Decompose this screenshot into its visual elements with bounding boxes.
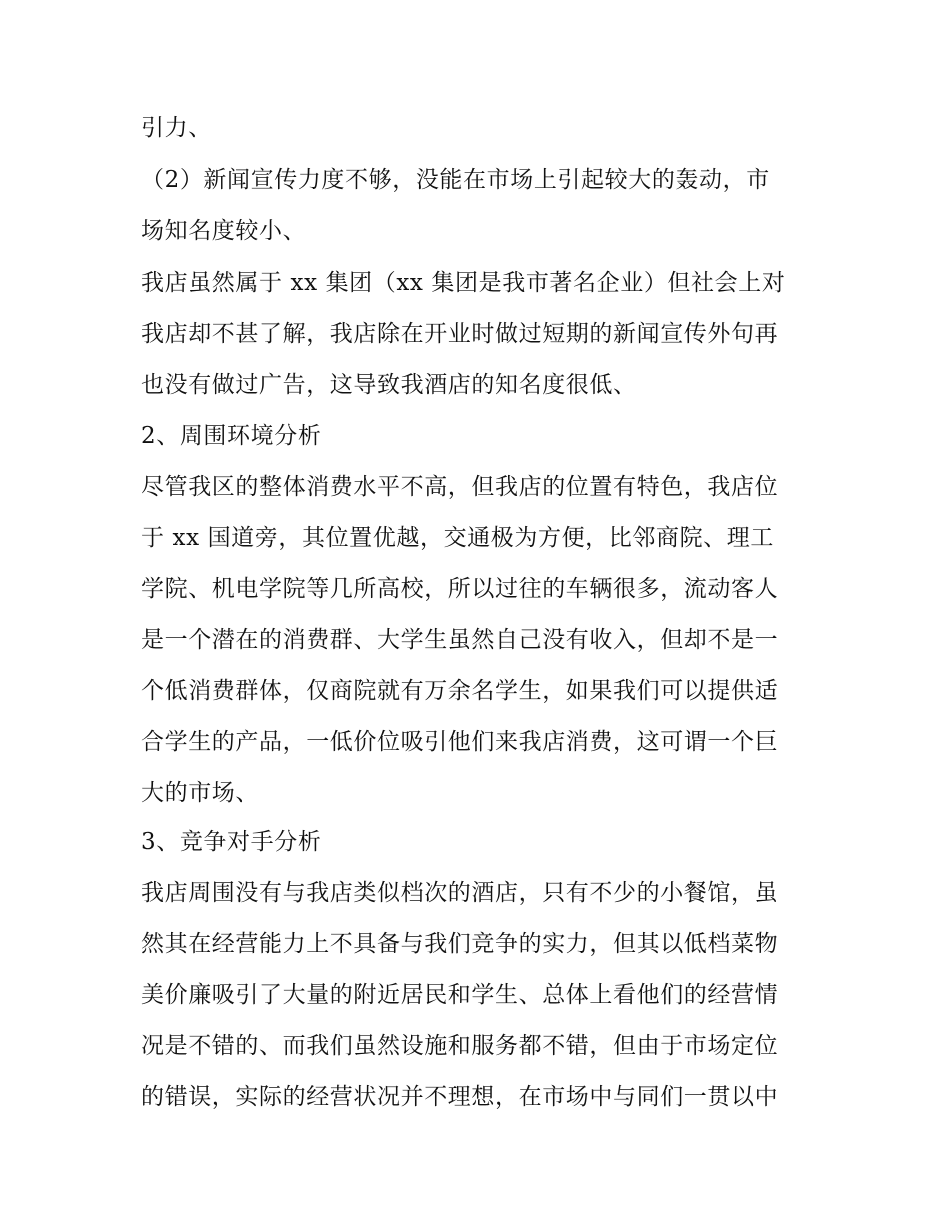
text-line: 然其在经营能力上不具备与我们竞争的实力，但其以低档菜物: [141, 931, 779, 957]
text-line: 大的市场、: [141, 780, 259, 806]
text-line: 也没有做过广告，这导致我酒店的知名度很低、: [141, 372, 637, 398]
text-line: 美价廉吸引了大量的附近居民和学生、总体上看他们的经营情: [141, 982, 779, 1008]
text-line: 个低消费群体，仅商院就有万余名学生，如果我们可以提供适: [141, 678, 779, 704]
text-line: 于 xx 国道旁，其位置优越，交通极为方便，比邻商院、理工: [141, 525, 774, 551]
text-line: 是一个潜在的消费群、大学生虽然自己没有收入，但却不是一: [141, 627, 779, 653]
text-line: 尽管我区的整体消费水平不高，但我店的位置有特色，我店位: [141, 474, 779, 500]
text-line: 场知名度较小、: [141, 218, 307, 244]
text-line: 合学生的产品，一低价位吸引他们来我店消费，这可谓一个巨: [141, 729, 779, 755]
text-line: 引力、: [141, 115, 212, 141]
text-line: 我店周围没有与我店类似档次的酒店，只有不少的小餐馆，虽: [141, 880, 779, 906]
section-heading: 3、竞争对手分析: [141, 829, 322, 855]
text-line: 我店却不甚了解，我店除在开业时做过短期的新闻宣传外句再: [141, 321, 779, 347]
section-heading: 2、周围环境分析: [141, 423, 322, 449]
text-line: 我店虽然属于 xx 集团（xx 集团是我市著名企业）但社会上对: [141, 270, 786, 296]
text-line: 的错误，实际的经营状况并不理想，在市场中与同们一贯以中: [141, 1084, 779, 1110]
text-line: 学院、机电学院等几所高校，所以过往的车辆很多，流动客人: [141, 576, 779, 602]
text-line: （2）新闻宣传力度不够，没能在市场上引起较大的轰动，市: [141, 167, 770, 193]
text-line: 况是不错的、而我们虽然设施和服务都不错，但由于市场定位: [141, 1033, 779, 1059]
